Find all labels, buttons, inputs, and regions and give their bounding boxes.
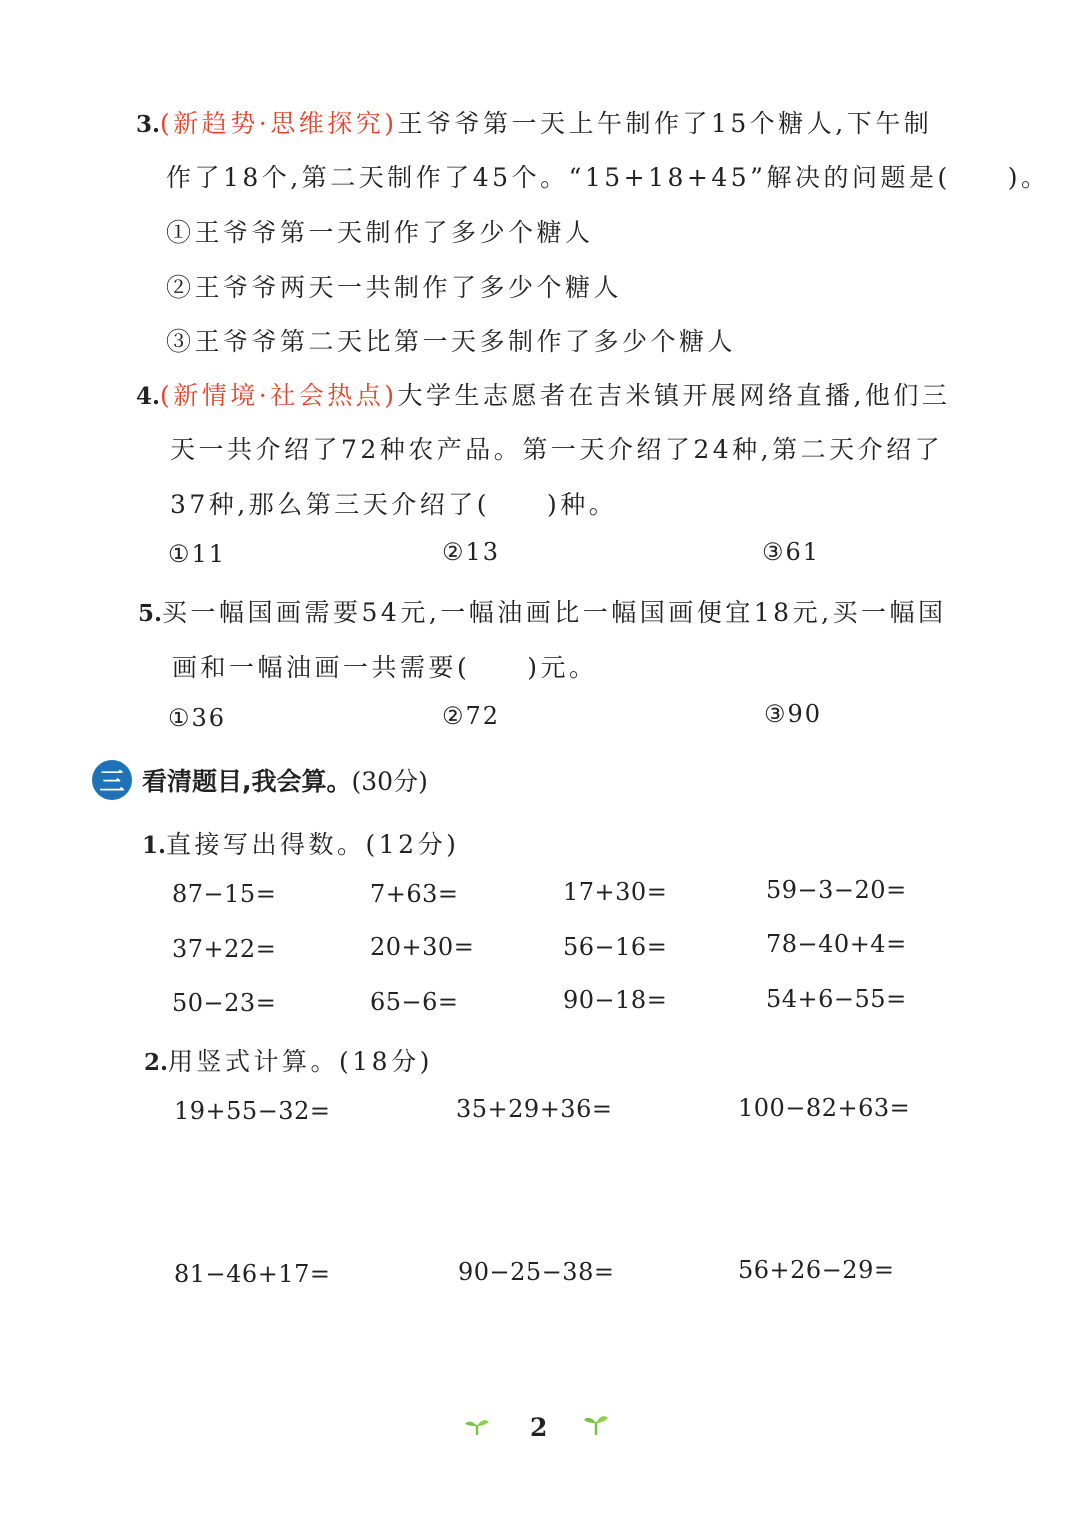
section-points: (30分) <box>351 767 428 796</box>
section-title <box>142 762 428 798</box>
vertical-calc-item: 35+29+36= <box>456 1095 613 1123</box>
calc-item: 17+30= <box>563 878 668 906</box>
calc-item: 87−15= <box>172 880 277 908</box>
calc-item: 65−6= <box>370 988 459 1016</box>
q3-line2: 作了18个,第二天制作了45个。“15+18+45”解决的问题是( )。 <box>166 163 1050 192</box>
q3-tag: (新趋势·思维探究) <box>160 109 398 138</box>
p1-header <box>142 825 459 861</box>
q5-option-1: ①36 <box>168 704 227 732</box>
calc-item: 78−40+4= <box>766 930 907 958</box>
q5-option-3: ③90 <box>764 700 823 728</box>
page-number: 2 <box>530 1413 548 1442</box>
q3-number: 3. <box>136 111 161 138</box>
q5-option-2: ②72 <box>442 702 501 730</box>
p2-number: 2. <box>144 1049 169 1076</box>
p1-number: 1. <box>142 832 167 859</box>
q3-text-1: 王爷爷第一天上午制作了15个糖人,下午制 <box>397 109 933 138</box>
q3-line1 <box>136 104 932 140</box>
q4-option-3: ③61 <box>762 538 821 566</box>
vertical-calc-item: 19+55−32= <box>174 1097 331 1125</box>
q5-number: 5. <box>138 600 163 627</box>
sprout-right-icon <box>582 1412 610 1436</box>
vertical-calc-item: 100−82+63= <box>738 1094 911 1122</box>
sprout-left-icon <box>462 1416 492 1436</box>
calc-item: 90−18= <box>563 986 668 1014</box>
calc-item: 59−3−20= <box>766 876 907 904</box>
q5-line2: 画和一幅油画一共需要( )元。 <box>172 653 598 682</box>
calc-item: 50−23= <box>172 989 277 1017</box>
p2-title: 用竖式计算。(18分) <box>168 1047 433 1076</box>
vertical-calc-item: 81−46+17= <box>174 1260 331 1288</box>
p2-header <box>144 1042 433 1078</box>
q4-tag: (新情境·社会热点) <box>160 381 398 410</box>
vertical-calc-item: 56+26−29= <box>738 1256 895 1284</box>
q4-number: 4. <box>136 383 161 410</box>
calc-item: 37+22= <box>172 935 277 963</box>
q5-text-1: 买一幅国画需要54元,一幅油画比一幅国画便宜18元,买一幅国 <box>162 598 947 627</box>
q4-line3: 37种,那么第三天介绍了( )种。 <box>170 490 618 519</box>
section-badge: 三 <box>92 760 132 800</box>
calc-item: 7+63= <box>370 880 459 908</box>
q4-option-1: ①11 <box>168 540 227 568</box>
p1-title: 直接写出得数。(12分) <box>166 830 460 859</box>
q4-text-1: 大学生志愿者在吉米镇开展网络直播,他们三 <box>397 381 951 410</box>
q5-line1 <box>138 593 947 629</box>
section-title-text: 看清题目,我会算。 <box>142 767 352 796</box>
calc-item: 20+30= <box>370 933 475 961</box>
q3-option-2: ②王爷爷两天一共制作了多少个糖人 <box>166 273 623 302</box>
q4-line2: 天一共介绍了72种农产品。第一天介绍了24种,第二天介绍了 <box>170 435 944 464</box>
q3-option-3: ③王爷爷第二天比第一天多制作了多少个糖人 <box>166 327 737 356</box>
q3-option-1: ①王爷爷第一天制作了多少个糖人 <box>166 218 594 247</box>
q4-line1 <box>136 376 950 412</box>
calc-item: 54+6−55= <box>766 985 907 1013</box>
calc-item: 56−16= <box>563 933 668 961</box>
vertical-calc-item: 90−25−38= <box>458 1258 615 1286</box>
q4-option-2: ②13 <box>442 538 501 566</box>
